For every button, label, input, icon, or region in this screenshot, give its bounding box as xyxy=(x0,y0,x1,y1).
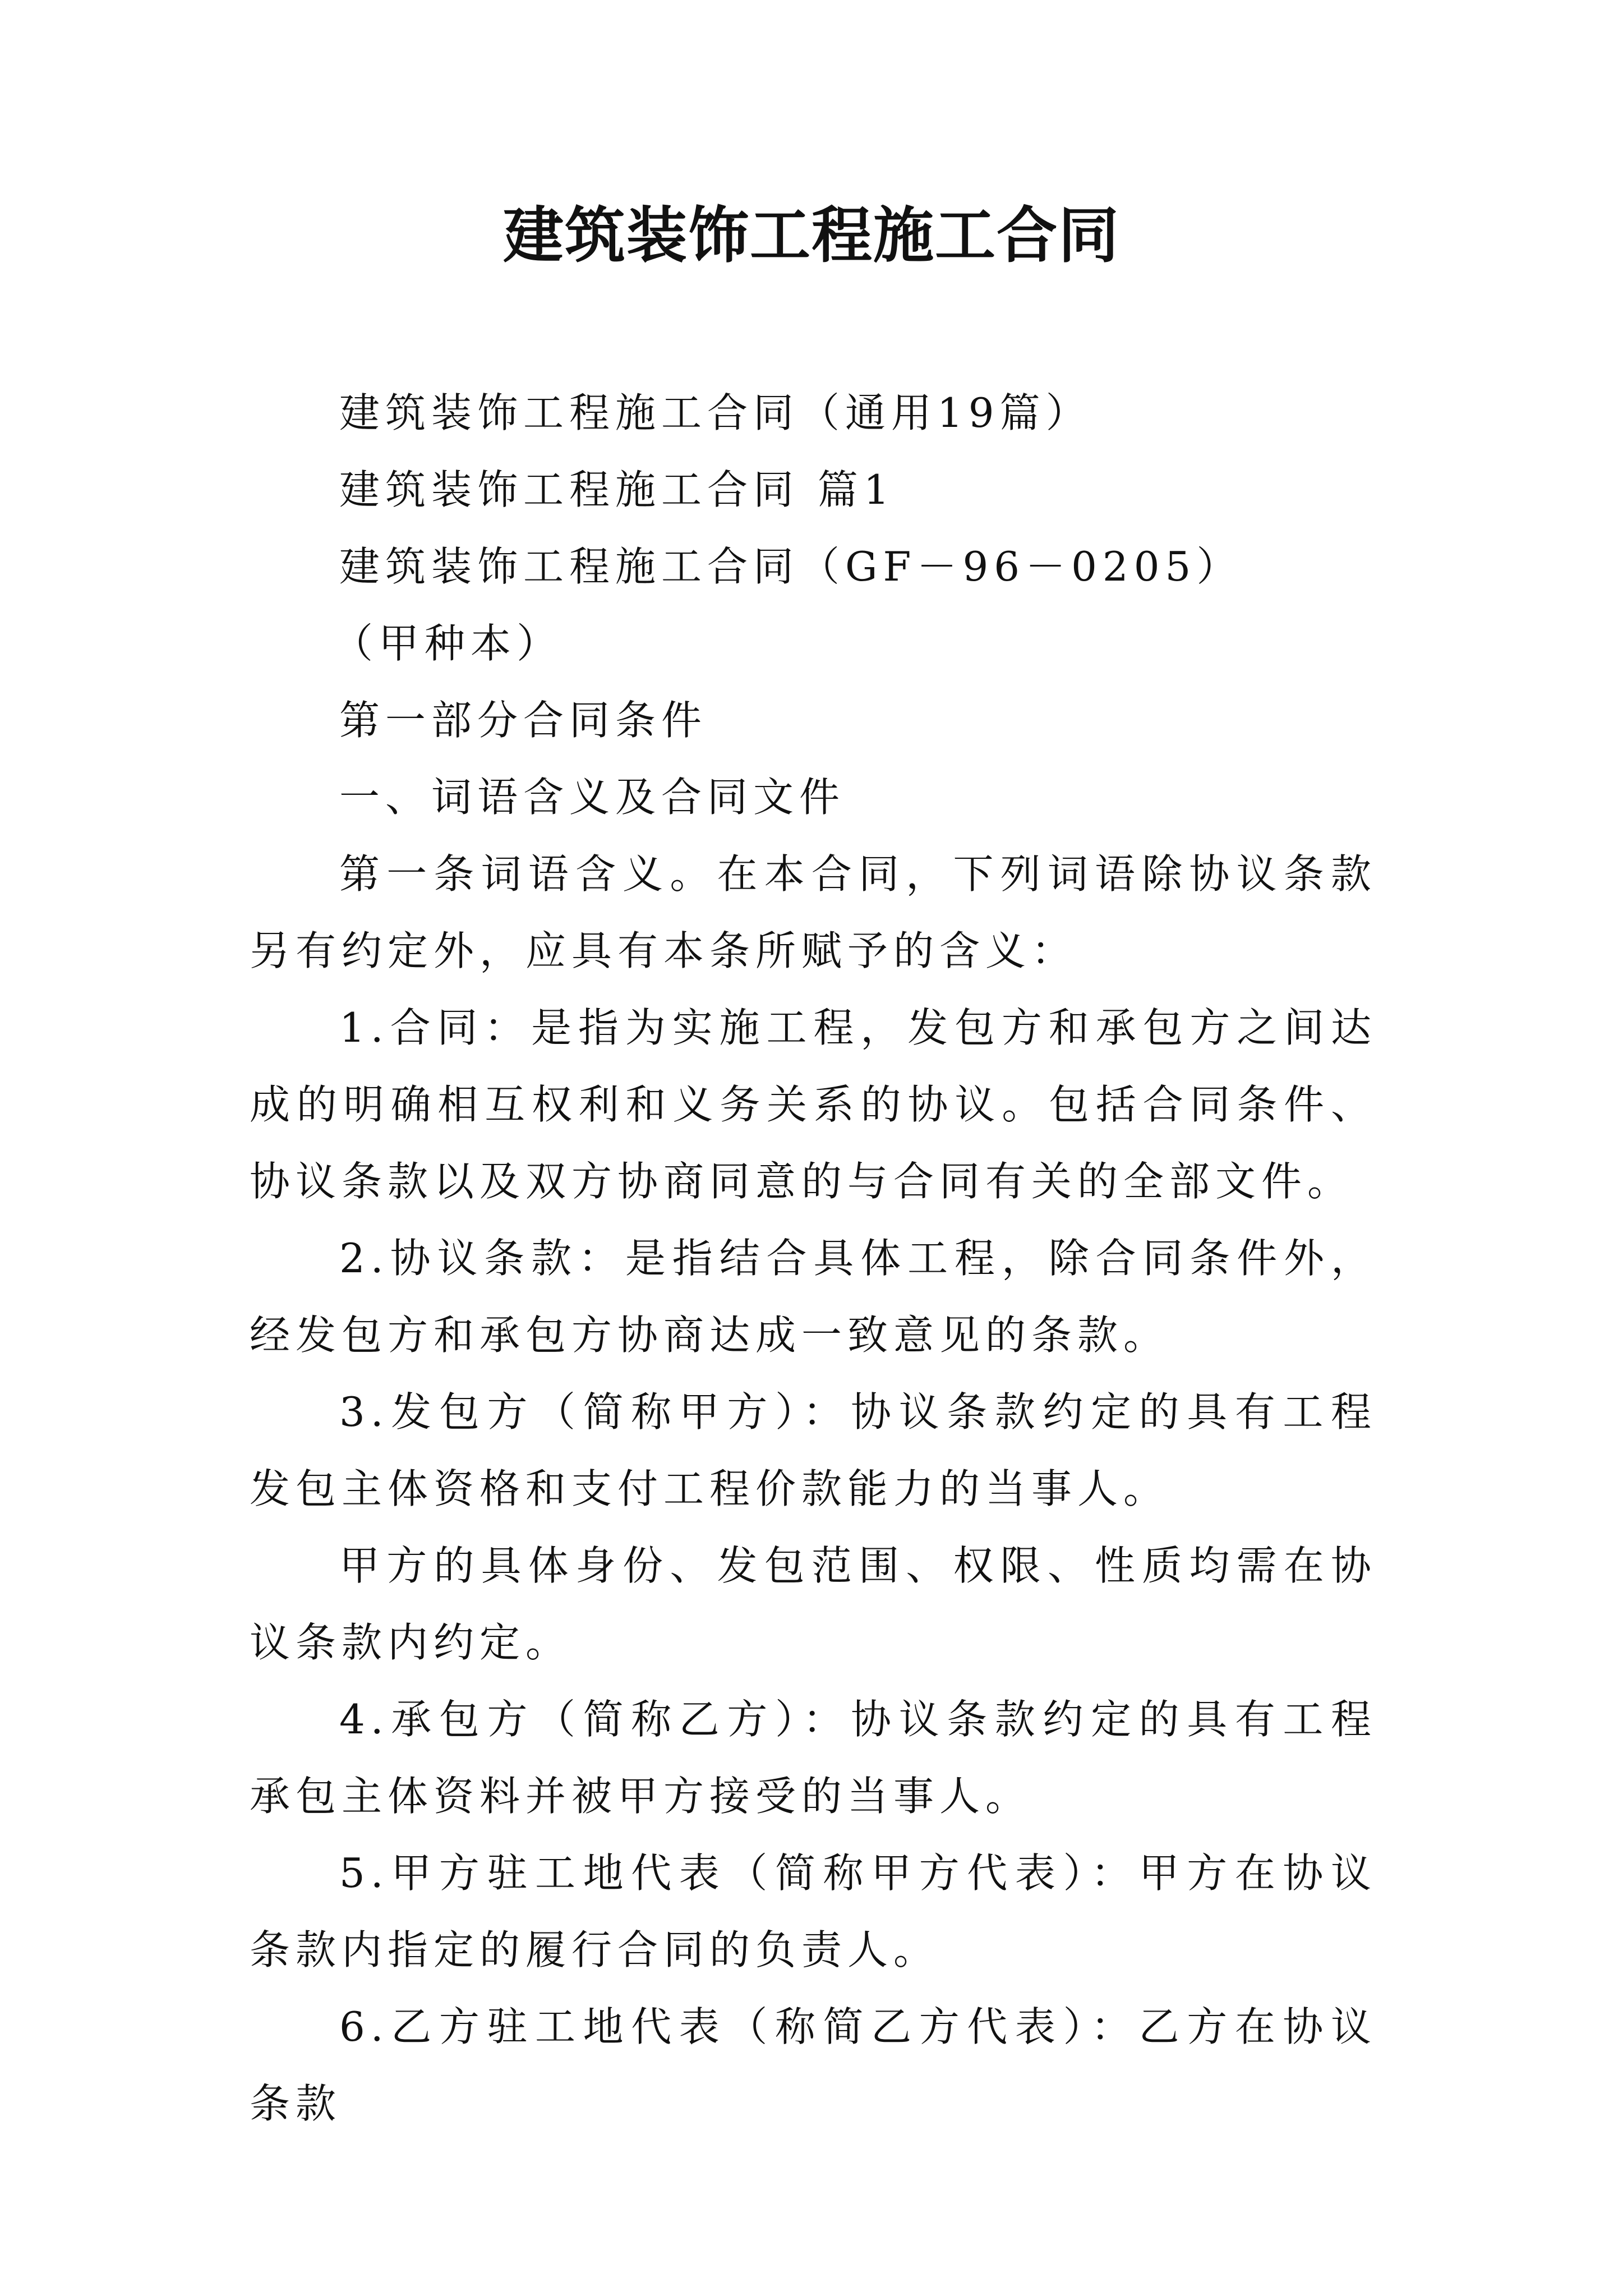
paragraph-contract-code: 建筑装饰工程施工合同（GF－96－0205） xyxy=(339,543,1243,590)
paragraph-chapter-heading: 一、词语含义及合同文件 xyxy=(339,774,846,821)
paragraph-item-6: 6.乙方驻工地代表（称简乙方代表）：乙方在协议条款 xyxy=(250,2003,1377,2127)
paragraph-item-5: 5.甲方驻工地代表（简称甲方代表）：甲方在协议条款内指定的履行合同的负责人。 xyxy=(250,1849,1377,1973)
paragraph-item-2: 2.协议条款：是指结合具体工程，除合同条件外，经发包方和承包方协商达成一致意见的条款。 xyxy=(250,1235,1377,1359)
paragraph-item-1: 1.合同：是指为实施工程，发包方和承包方之间达成的明确相互权利和义务关系的协议。包括合同条件、协议条款以及双方协商同意的与合同有关的全部文件。 xyxy=(250,1004,1377,1205)
document-body xyxy=(250,375,1377,2142)
paragraph-version: （甲种本） xyxy=(333,620,563,667)
paragraph-subtitle: 建筑装饰工程施工合同（通用19篇） xyxy=(339,389,1092,436)
paragraph-section-heading: 建筑装饰工程施工合同 篇1 xyxy=(339,466,895,513)
paragraph-article-1: 第一条词语含义。在本合同，下列词语除协议条款另有约定外，应具有本条所赋予的含义： xyxy=(250,850,1377,974)
paragraph-item-4: 4.承包方（简称乙方）：协议条款约定的具有工程承包主体资料并被甲方接受的当事人。 xyxy=(250,1696,1377,1820)
document-title: 建筑装饰工程施工合同 xyxy=(502,200,1120,271)
paragraph-item-3-note: 甲方的具体身份、发包范围、权限、性质均需在协议条款内约定。 xyxy=(250,1542,1377,1666)
paragraph-item-3: 3.发包方（简称甲方）：协议条款约定的具有工程发包主体资格和支付工程价款能力的当事人。 xyxy=(250,1388,1377,1512)
paragraph-part-heading: 第一部分合同条件 xyxy=(339,697,708,744)
